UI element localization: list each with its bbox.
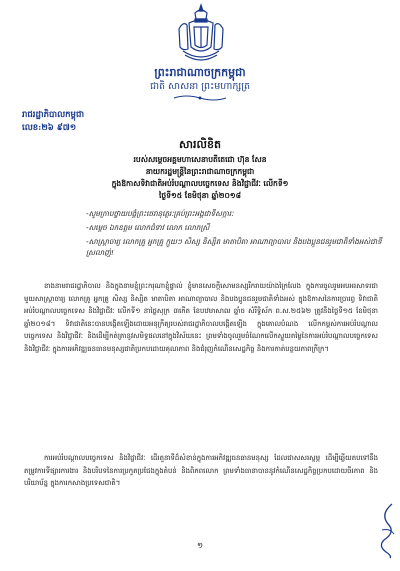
page-number: ១ — [196, 541, 204, 550]
body-paragraph: ខាងនាមរាជរដ្ឋាភិបាល និងក្នុងនាមខ្ញុំព្រះករុណាខ្ញុំផ្ទាល់ ខ្ញុំមានសេចក្ដីសោមនស្សរីករាយយ៉ាងក្រៃលែង ក្នុងការចូលរួមអបអរសាទរជាមួយសាស្ត្រាចារ្យ លោកគ្រូ អ្នកគ្រូ សិស្ស និស្សិត មាតាបិតា អាណាព្យាបាល និងបងប្អូនជនរួមជាតិទាំងអស់ ក្នុងឱកាសនៃការប្រារព្ធ ទិវាជាតិអប់រំបណ្ដាលបច្ចេកទេស និងវិជ្ជាជីវៈ លើកទី១ នាថ្ងៃសុក្រ ៣កើត ខែបឋមាសាឍ ឆ្នាំច សំរឹទ្ធិស័ក ព.ស.២៥៦២ ត្រូវនឹងថ្ងៃទី១៥ ខែមិថុនា ឆ្នាំ២០១៨។ ទិវាជាតិនេះបានបង្កើតឡើងដោយអនុក្រឹត្យរបស់រាជរដ្ឋាភិបាលបង្កើតឡើង ក្នុងគោលបំណង លើកកម្ពស់ការអប់រំបណ្ដាលបច្ចេកទេស និងវិជ្ជាជីវៈ និងដើម្បីកត់ត្រានូវសមិទ្ធផលនៅក្នុងវិស័យនេះ ព្រមទាំងចូលរួមចំណែកលើកស្ទួយតម្លៃនៃការអប់រំបណ្ដាលបច្ចេកទេស និងវិជ្ជាជីវៈ ក្នុងការអភិវឌ្ឍធនធានមនុស្សជាតិប្រកបដោយគុណភាព និងជំរុញកំណើនសេដ្ឋកិច្ច និងការកាត់បន្ថយភាពក្រីក្រ។ — [24, 282, 378, 353]
subtitle-line: នាយករដ្ឋមន្ត្រីនៃព្រះរាជាណាចក្រកម្ពុជា — [145, 167, 255, 176]
body-paragraph: ការអប់រំបណ្ដាលបច្ចេកទេស និងវិជ្ជាជីវៈ ដើរតួនាទីដ៏សំខាន់ក្នុងការអភិវឌ្ឍធនធានមនុស្ស ដែលជាសសរស្ដម្ភ ដើម្បីឆ្លើយតបទៅនឹងតម្រូវការទីផ្សារការងារ និងបរិបទនៃការប្រកួតប្រជែងក្នុងតំបន់ និងពិភពលោក ព្រមទាំងធានាបាននូវកំណើនសេដ្ឋកិច្ចប្រកបដោយចីរភាព និងបរិយាប័ន្ន ក្នុងការកសាងប្រទេសជាតិ។ — [24, 454, 378, 488]
salutation-line: -សាស្ត្រាចារ្យ លោកគ្រូ អ្នកគ្រូ ក្មួយៗ សិស្ស និស្សិត មាតាបិតា អាណាព្យាបាល និងបងប្អូនជនរួមជាតិទាំងអស់ជាទីស្រលាញ់! — [86, 237, 382, 257]
salutation-line: -សម្ដេច ឯកឧត្ដម លោកជំទាវ លោក លោកស្រី — [86, 223, 210, 232]
letter-title: សារលិខិត — [179, 138, 221, 151]
subtitle-line: ថ្ងៃទី១៥ ខែមិថុនា ឆ្នាំ២០១៨ — [158, 191, 242, 200]
national-motto: ជាតិ សាសនា ព្រះមហាក្សត្រ — [149, 81, 251, 92]
header-ornament — [172, 94, 228, 102]
kingdom-name: ព្រះរាជាណាចក្រកម្ពុជា — [154, 66, 246, 79]
salutation-line: -សូមក្រាបថ្វាយបង្គំព្រះថេរានុត្ថេរៈគ្រប់ព្រះអង្គជាទីសក្ការៈ — [86, 209, 234, 218]
issuing-office: រាជរដ្ឋាភិបាលកម្ពុជា — [22, 110, 85, 120]
royal-crest-icon — [175, 3, 227, 63]
subtitle-line: ក្នុងឱកាសទិវាជាតិអប់រំបណ្ដាលបច្ចេកទេស និងវិជ្ជាជីវៈ លើកទី១ — [111, 179, 289, 188]
subtitle-line: របស់សម្ដេចអគ្គមហាសេនាបតីតេជោ ហ៊ុន សែន — [133, 155, 267, 164]
reference-number: លេខ:២៦ ៩៧១ — [22, 123, 77, 133]
